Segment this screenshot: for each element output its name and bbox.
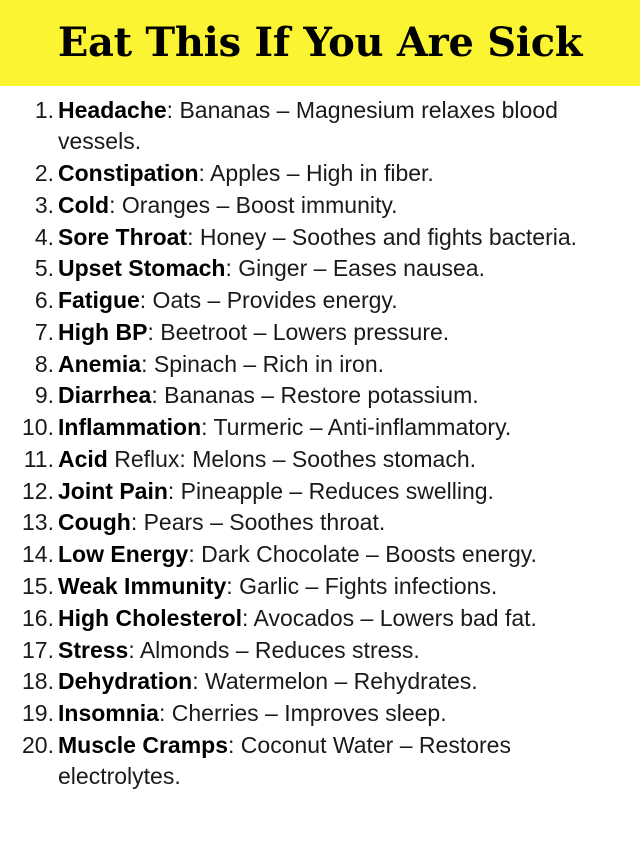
list-item-separator: : xyxy=(167,477,175,504)
list-item xyxy=(14,285,626,316)
list-item-number: 6. xyxy=(34,287,54,314)
list-item-text xyxy=(58,698,626,729)
list-item-text xyxy=(58,158,626,189)
list-item-condition: Muscle Cramps xyxy=(58,731,229,758)
list-item-condition: Inflammation xyxy=(58,414,202,441)
list-item-detail: Avocados – Lowers bad fat. xyxy=(248,604,537,631)
list-item-number: 13. xyxy=(22,509,54,536)
list-item-condition: Headache xyxy=(58,97,167,123)
list-item-text xyxy=(58,190,626,221)
list-item xyxy=(14,444,626,475)
list-item-number: 4. xyxy=(34,223,54,250)
list-item-text xyxy=(58,95,626,158)
list-item xyxy=(14,666,626,697)
list-item-text xyxy=(58,285,626,316)
list-item-number: 3. xyxy=(34,191,54,218)
list-item-separator: : xyxy=(158,700,166,727)
list-item-detail: Turmeric – Anti-inflammatory. xyxy=(207,414,512,441)
list-item-separator: : xyxy=(139,287,147,314)
list-item-separator: : xyxy=(109,191,116,218)
list-item-detail: Watermelon – Rehydrates. xyxy=(198,668,478,695)
list-item-detail: Pineapple – Reduces swelling. xyxy=(174,477,494,504)
list-item-number: 10. xyxy=(22,414,54,441)
list-item-condition: Acid xyxy=(58,445,108,472)
list-item xyxy=(14,190,626,221)
list-item-number: 8. xyxy=(34,350,54,377)
list-item-text xyxy=(58,444,626,475)
list-item-condition: High BP xyxy=(58,318,148,345)
list-item-condition: High Cholesterol xyxy=(58,604,243,631)
list-item-text xyxy=(58,571,626,602)
list-item xyxy=(14,412,626,443)
list-item-separator: : xyxy=(128,636,135,663)
list-item-number: 2. xyxy=(34,160,54,187)
list-item-condition: Diarrhea xyxy=(58,382,152,409)
list-item xyxy=(14,698,626,729)
list-item xyxy=(14,507,626,538)
list-item xyxy=(14,253,626,284)
list-item-detail: Garlic – Fights infections. xyxy=(232,572,498,599)
list-item-condition: Low Energy xyxy=(58,541,189,568)
list-item-condition: Cough xyxy=(58,509,131,536)
list-item-condition: Weak Immunity xyxy=(58,572,227,599)
tips-list xyxy=(14,95,626,792)
list-item-separator: : xyxy=(192,668,199,695)
list-item xyxy=(14,158,626,189)
list-item-separator: : xyxy=(187,223,194,250)
list-item-separator: : xyxy=(151,382,158,409)
list-item xyxy=(14,603,626,634)
list-item-condition: Fatigue xyxy=(58,287,140,314)
list-item-separator: : xyxy=(201,414,208,441)
list-item-detail: Bananas – Restore potassium. xyxy=(157,382,479,409)
list-item-detail: Dark Chocolate – Boosts energy. xyxy=(194,541,537,568)
list-item xyxy=(14,222,626,253)
list-item xyxy=(14,476,626,507)
list-item-detail: Ginger – Eases nausea. xyxy=(231,255,485,282)
list-item-text xyxy=(58,222,626,253)
list-item-detail: Almonds – Reduces stress. xyxy=(134,636,420,663)
list-item-number: 17. xyxy=(22,636,54,663)
list-item-separator: : xyxy=(228,731,235,758)
list-item-detail: Reflux: Melons – Soothes stomach. xyxy=(107,445,477,472)
list-item-text xyxy=(58,666,626,697)
list-item-text xyxy=(58,317,626,348)
list-item-number: 9. xyxy=(34,382,54,409)
list-item-detail: Apples – High in fiber. xyxy=(204,160,434,187)
list-item xyxy=(14,635,626,666)
list-item-number: 19. xyxy=(22,700,54,727)
list-item-detail: Coconut Water – Restores electrolytes. xyxy=(58,731,511,790)
list-item-condition: Insomnia xyxy=(58,700,159,727)
list-item-text xyxy=(58,507,626,538)
list-item-text xyxy=(58,539,626,570)
list-item-condition: Sore Throat xyxy=(58,223,188,250)
list-item-number: 12. xyxy=(22,477,54,504)
list-item-detail: Cherries – Improves sleep. xyxy=(165,700,447,727)
list-item-number: 7. xyxy=(34,318,54,345)
list-item-condition: Cold xyxy=(58,191,110,218)
list-item-text xyxy=(58,253,626,284)
list-item-separator: : xyxy=(141,350,148,377)
list-item xyxy=(14,539,626,570)
list-item-number: 1. xyxy=(34,97,54,123)
list-item-text xyxy=(58,730,626,793)
list-item-separator: : xyxy=(226,572,233,599)
list-item-condition: Anemia xyxy=(58,350,142,377)
list-item-separator: : xyxy=(225,255,232,282)
list-item-separator: : xyxy=(198,160,205,187)
list-item-number: 15. xyxy=(22,572,54,599)
list-item-condition: Dehydration xyxy=(58,668,193,695)
list-item-text xyxy=(58,603,626,634)
page-title: Eat This If You Are Sick xyxy=(57,19,583,66)
list-item-separator: : xyxy=(147,318,154,345)
list-item-detail: Pears – Soothes throat. xyxy=(137,509,386,536)
list-item-detail: Bananas – Magnesium relaxes blood vessels. xyxy=(58,97,558,155)
list-item xyxy=(14,380,626,411)
list-item-number: 18. xyxy=(22,668,54,695)
list-item xyxy=(14,730,626,793)
list-item-number: 16. xyxy=(22,604,54,631)
list-item-condition: Upset Stomach xyxy=(58,255,226,282)
list-item-detail: Beetroot – Lowers pressure. xyxy=(153,318,450,345)
list-item-number: 20. xyxy=(22,731,54,758)
list-item-text xyxy=(58,635,626,666)
title-banner xyxy=(0,0,640,86)
list-item-separator: : xyxy=(242,604,249,631)
list-item-number: 14. xyxy=(22,541,54,568)
list-item-text xyxy=(58,349,626,380)
list-item xyxy=(14,571,626,602)
list-item-condition: Joint Pain xyxy=(58,477,168,504)
list-item-separator: : xyxy=(188,541,195,568)
list-item-detail: Oats – Provides energy. xyxy=(146,287,398,314)
list-item-number: 11. xyxy=(23,445,54,472)
list-item-text xyxy=(58,380,626,411)
list-item-detail: Oranges – Boost immunity. xyxy=(115,191,398,218)
list-item-condition: Stress xyxy=(58,636,129,663)
list-item xyxy=(14,349,626,380)
list-item-text xyxy=(58,476,626,507)
list-item-detail: Honey – Soothes and fights bacteria. xyxy=(193,223,578,250)
tips-list-area xyxy=(0,86,640,792)
list-item-separator: : xyxy=(166,97,174,123)
list-item-condition: Constipation xyxy=(58,160,199,187)
list-item-number: 5. xyxy=(34,255,54,282)
list-item xyxy=(14,317,626,348)
list-item-detail: Spinach – Rich in iron. xyxy=(147,350,384,377)
list-item-text xyxy=(58,412,626,443)
list-item-separator: : xyxy=(130,509,138,536)
list-item xyxy=(14,95,626,158)
